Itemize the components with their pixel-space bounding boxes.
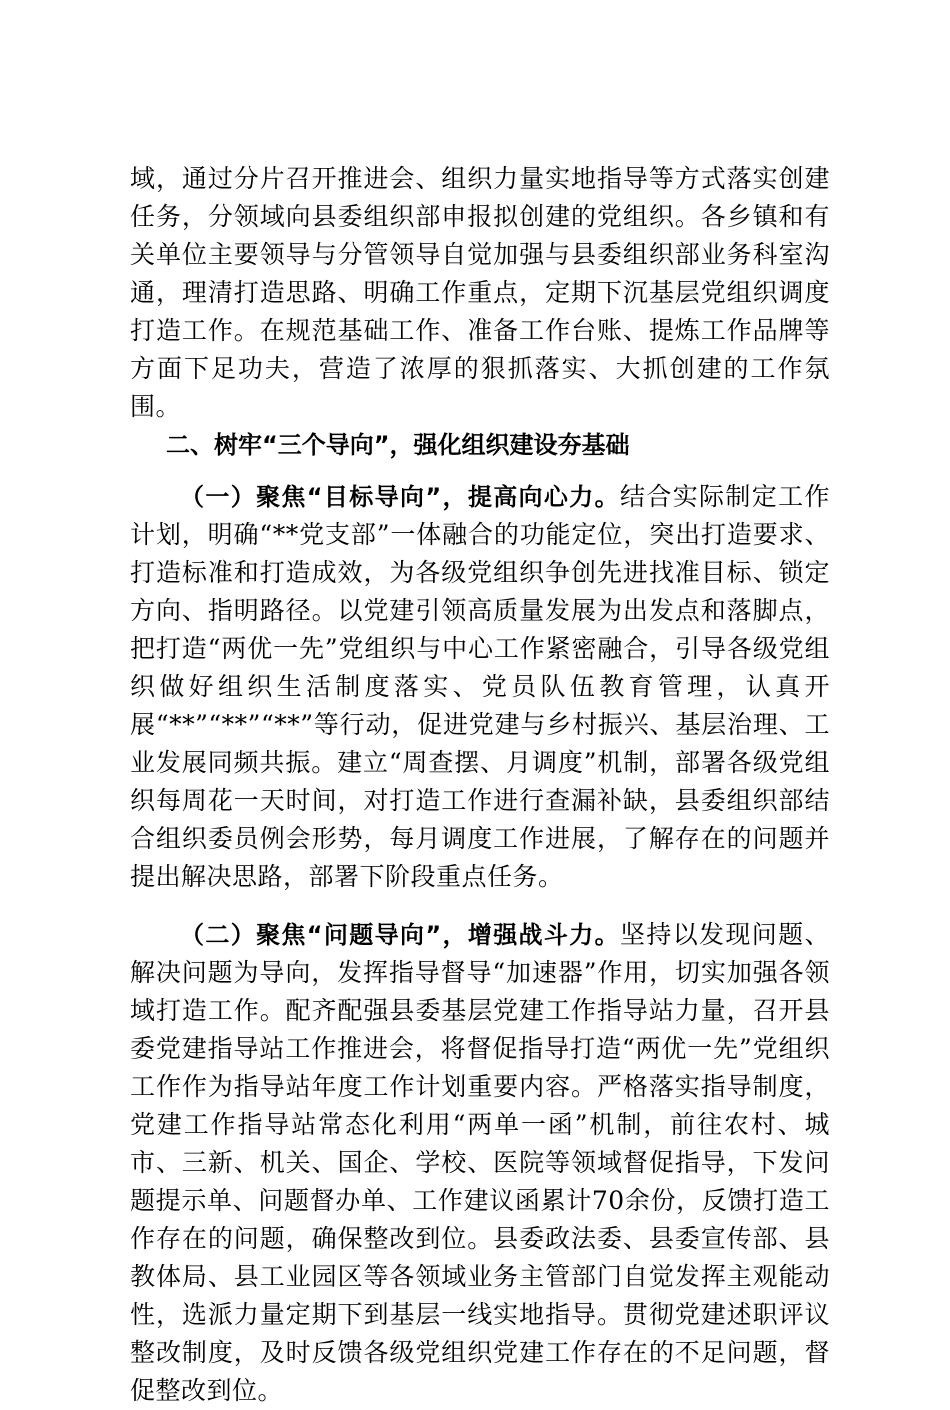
subsection-lead-1: （一）聚焦“目标导向”，提高向心力。 xyxy=(180,483,620,511)
continued-paragraph: 域，通过分片召开推进会、组织力量实地指导等方式落实创建任务，分领域向县委组织部申报拟创建的党组织。各乡镇和有关单位主要领导与分管领导自觉加强与县委组织部业务科室沟通，理清打造思路、明确工作重点，定期下沉基层党组织调度打造工作。在规范基础工作、准备工作台账、提炼工作品牌等方面下足功夫，营造了浓厚的狠抓落实、大抓创建的工作氛围。 xyxy=(130,164,830,421)
subsection-paragraph-1 xyxy=(130,478,830,896)
document-page xyxy=(130,160,830,1410)
subsection-paragraph-2 xyxy=(130,916,830,1410)
subsection-body-1: 结合实际制定工作计划，明确“**党支部”一体融合的功能定位，突出打造要求、打造标准和打造成效，为各级党组织争创先进找准目标、锁定方向、指明路径。以党建引领高质量发展为出发点和落脚点，把打造“两优一先”党组织与中心工作紧密融合，引导各级党组织做好组织生活制度落实、党员队伍教育管理，认真开展“**”“**”“**”等行动，促进党建与乡村振兴、基层治理、工业发展同频共振。建立“周查摆、月调度”机制，部署各级党组织每周花一天时间，对打造工作进行查漏补缺，县委组织部结合组织委员例会形势，每月调度工作进展，了解存在的问题并提出解决思路，部署下阶段重点任务。 xyxy=(130,482,830,891)
subsection-body-2: 坚持以发现问题、解决问题为导向，发挥指导督导“加速器”作用，切实加强各领域打造工作。配齐配强县委基层党建工作指导站力量，召开县委党建指导站工作推进会，将督促指导打造“两优一先”党组织工作作为指导站年度工作计划重要内容。严格落实指导制度，党建工作指导站常态化利用“两单一函”机制，前往农村、城市、三新、机关、国企、学校、医院等领域督促指导，下发问题提示单、问题督办单、工作建议函累计70余份，反馈打造工作存在的问题，确保整改到位。县委政法委、县委宣传部、县教体局、县工业园区等各领域业务主管部门自觉发挥主观能动性，选派力量定期下到基层一线实地指导。贯彻党建述职评议整改制度，及时反馈各级党组织党建工作存在的不足问题，督促整改到位。 xyxy=(130,920,830,1405)
subsection-lead-2: （二）聚焦“问题导向”，增强战斗力。 xyxy=(180,921,620,949)
section-heading: 二、树牢“三个导向”，强化组织建设夯基础 xyxy=(166,431,630,459)
